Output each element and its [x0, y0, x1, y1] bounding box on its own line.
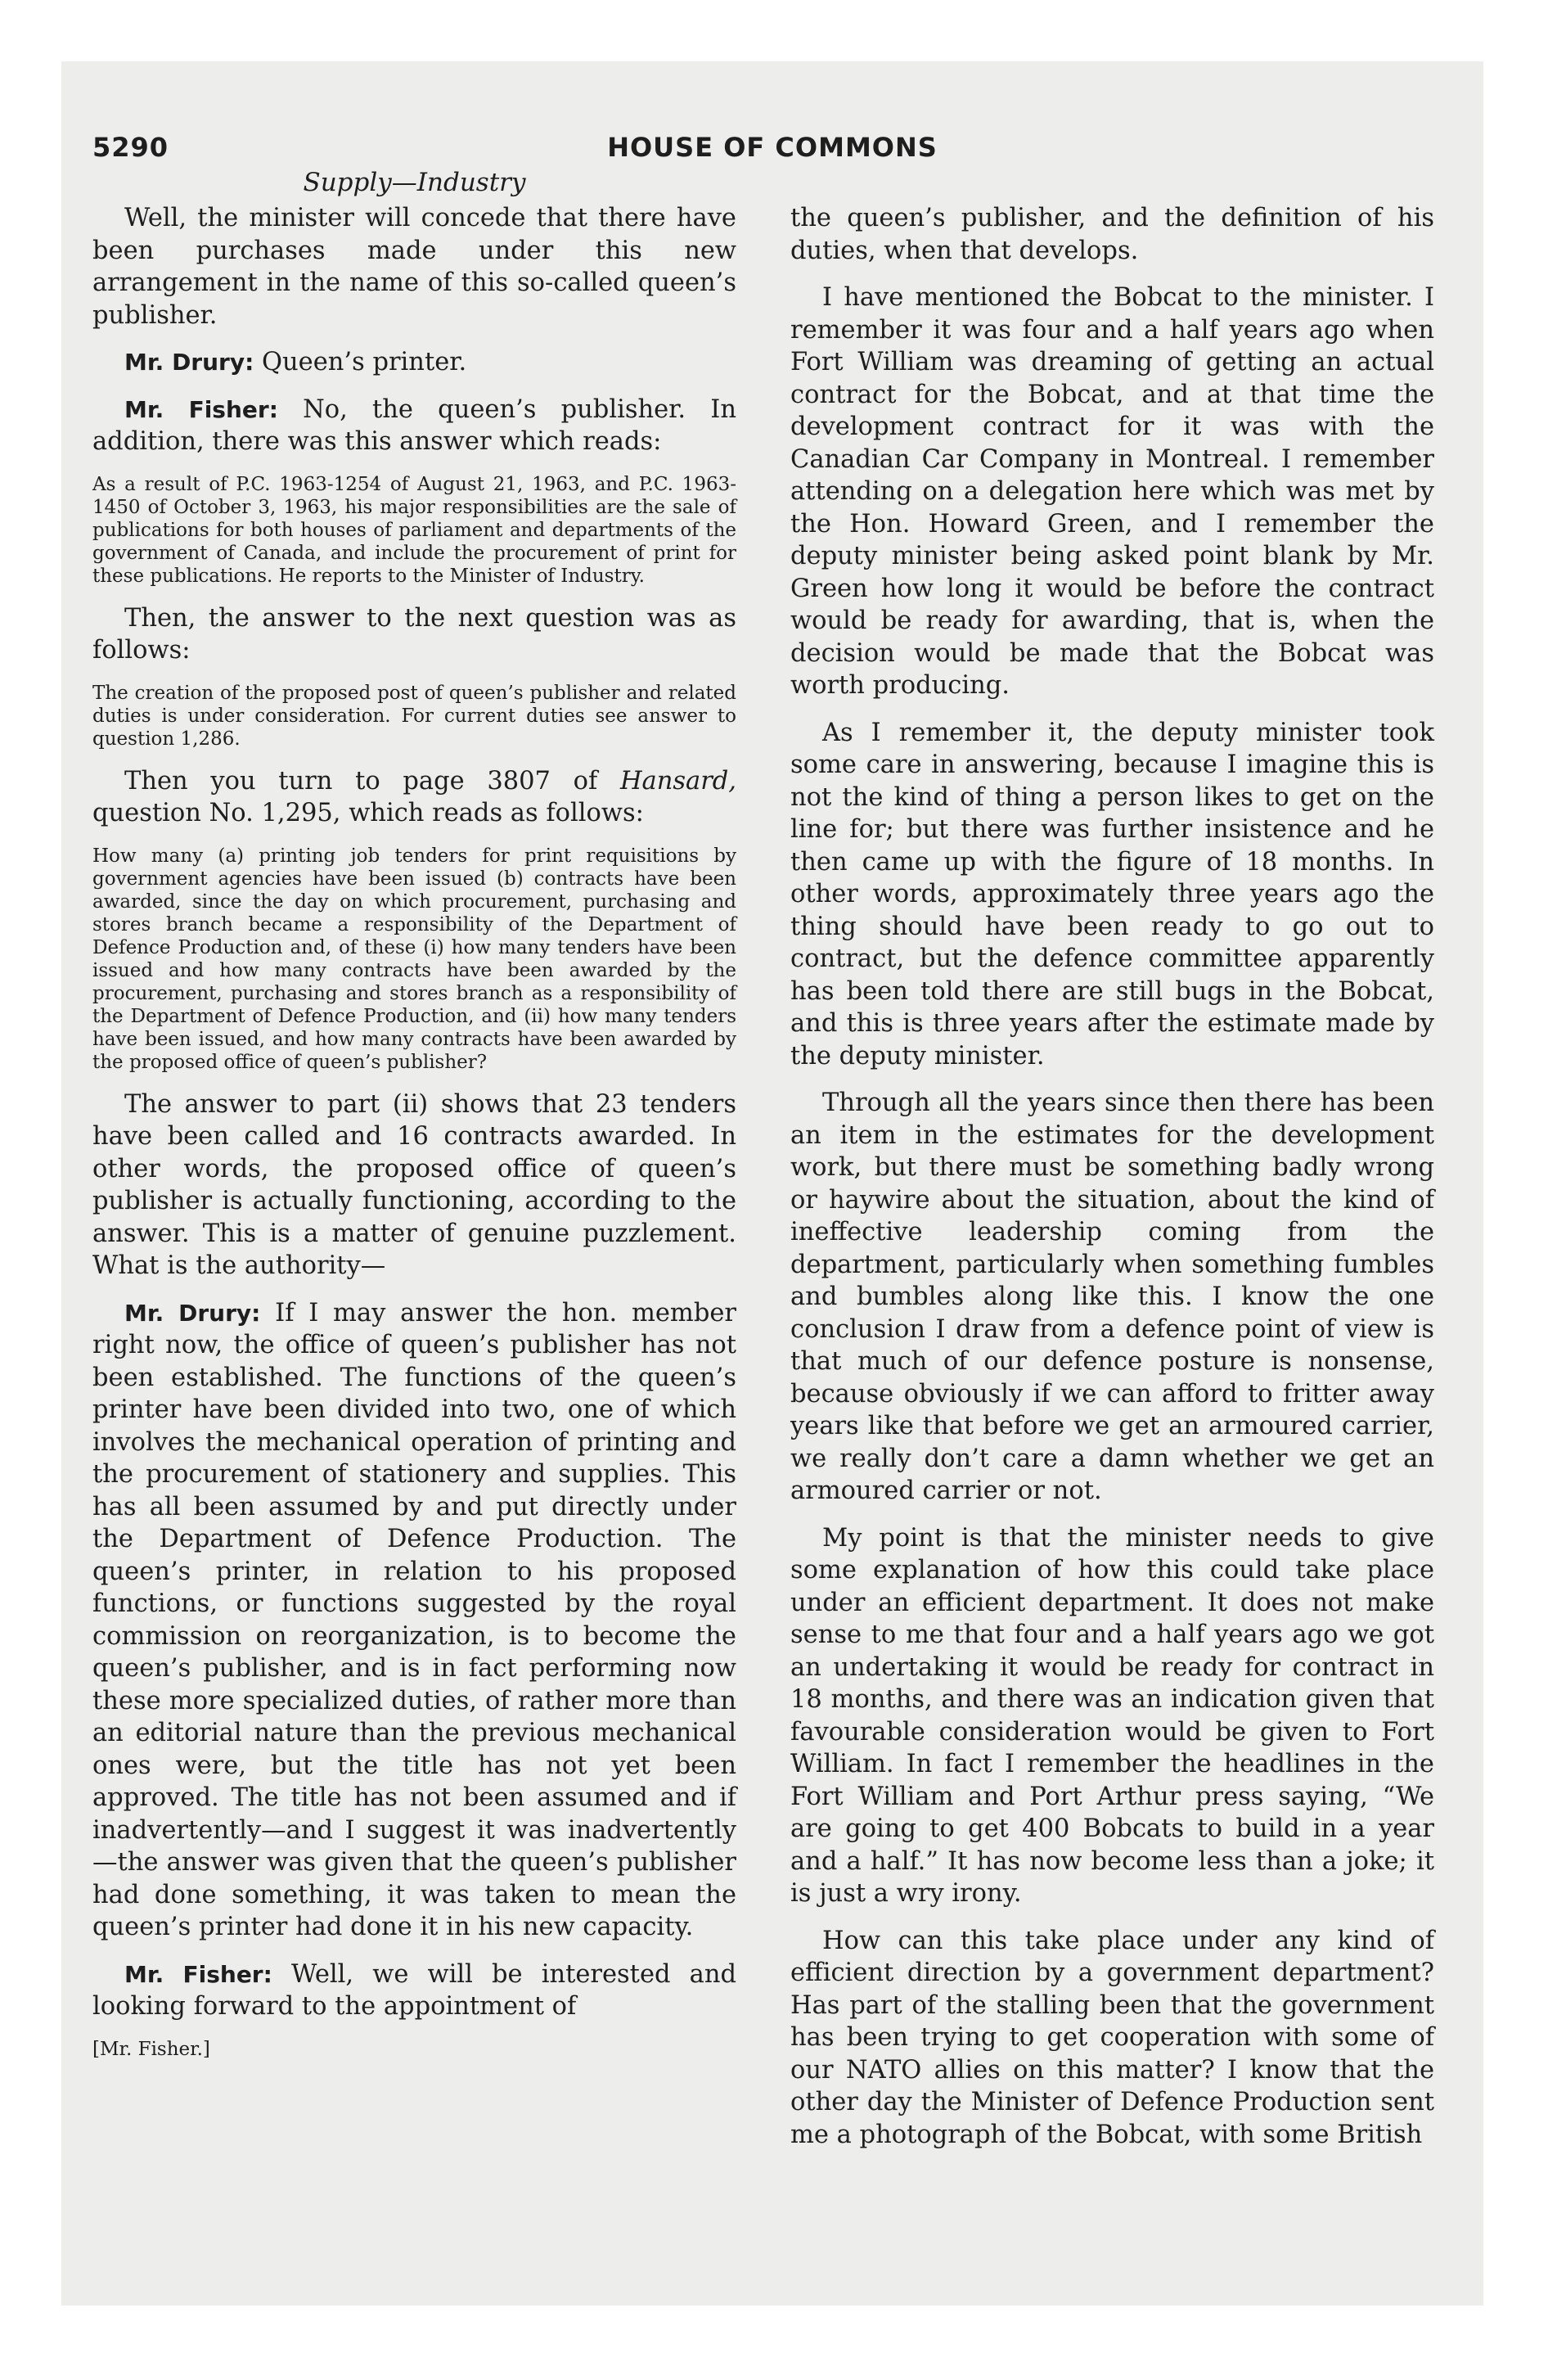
- speech: [92, 394, 736, 458]
- paragraph: My point is that the minister needs to give some explanation of how this could take place under an efficient department. It does not make sense to me that four and a half years ago we got an undertaking it would be ready for contract in 18 months, and there was an indication given that favourable consideration would be given to Fort William. In fact I remember the headlines in the Fort William and Port Arthur press saying, “We are going to get 400 Bobcats to build in a year and a half.” It has now become less than a joke; it is just a wry irony.: [790, 1523, 1434, 1908]
- paragraph: Through all the years since then there has been an item in the estimates for the development work, but there must be something badly wrong or haywire about the situation, about the kind of ineffective leadership coming from the department, particularly when something fumbles and bumbles along like this. I know the one conclusion I draw from a defence point of view is that much of our defence posture is nonsense, because obviously if we can afford to fritter away years like that before we get an armoured carrier, we really don’t care a damn whether we get an armoured carrier or not.: [790, 1089, 1434, 1505]
- block-quote: The creation of the proposed post of queen’s publisher and related duties is under consideration. For current duties see answer to question 1,286.: [92, 682, 736, 750]
- speech: [92, 346, 736, 379]
- speech-text: Queen’s printer.: [262, 348, 467, 376]
- speaker-name: Mr. Fisher:: [124, 395, 278, 423]
- block-quote: How many (a) printing job tenders for print requisitions by government agencies have been issued (b) contracts have been awarded, since the day on which procurement, purchasing and stores branch became a responsibility of the Department of Defence Production and, of these (i) how many tenders have been issued and how many contracts have been awarded by the procurement, purchasing and stores branch as a responsibility of the Department of Defence Production, and (ii) how many tenders have been issued, and how many contracts have been awarded by the proposed office of queen’s publisher?: [92, 845, 736, 1073]
- right-column: [790, 202, 1434, 2166]
- paragraph: The answer to part (ii) shows that 23 tenders have been called and 16 contracts awarded. In other words, the proposed office of queen’s publisher is actually functioning, according to the answer. This is a matter of genuine puzzlement. What is the authority—: [92, 1089, 736, 1280]
- paragraph: Then, the answer to the next question was as follows:: [92, 603, 736, 665]
- paragraph: Well, the minister will concede that there have been purchases made under this new arrangement in the name of this so-called queen’s publisher.: [92, 204, 736, 330]
- speaker-name: Mr. Drury:: [124, 1299, 261, 1327]
- speech-text: Well, we will be interested and looking forward to the appointment of: [92, 1959, 736, 2021]
- section-head: Supply—Industry: [303, 168, 526, 197]
- speaker-name: Mr. Fisher:: [124, 1960, 272, 1988]
- paragraph: [92, 765, 736, 830]
- text-run: Then you turn to page 3807 of: [124, 766, 620, 796]
- speech-text: No, the queen’s publisher. In addition, there was this answer which reads:: [92, 394, 736, 456]
- page-number: 5290: [92, 132, 169, 163]
- speaker-name: Mr. Drury:: [124, 349, 254, 376]
- paragraph: I have mentioned the Bobcat to the minister. I remember it was four and a half years ago when Fort William was dreaming of getting an actual contract for the Bobcat, and at that time the development contract for it was with the Canadian Car Company in Montreal. I remember attending on a delegation here which was met by the Hon. Howard Green, and I remember the deputy minister being asked point blank by Mr. Green how long it would be before the contract would be ready for awarding, that is, when the decision would be made that the Bobcat was worth producing.: [790, 283, 1434, 700]
- block-quote: As a result of P.C. 1963-1254 of August 21, 1963, and P.C. 1963-1450 of October 3, 1963, his major responsibilities are the sale of publications for both houses of parliament and departments of the government of Canada, and include the procurement of print for these publications. He reports to the Minister of Industry.: [92, 473, 736, 587]
- text-run: question No. 1,295, which reads as follows:: [92, 799, 644, 827]
- left-column: [92, 202, 736, 2061]
- speech: [92, 1959, 736, 2023]
- speaker-footer-tag: [Mr. Fisher.]: [92, 2038, 210, 2060]
- running-head: HOUSE OF COMMONS: [607, 132, 938, 163]
- speech: [92, 1297, 736, 1944]
- paragraph: As I remember it, the deputy minister took some care in answering, because I imagine this is not the kind of thing a person likes to get on the line for; but there was further insistence and he then came up with the figure of 18 months. In other words, approximately three years ago the thing should have been ready to go out to contract, but the defence committee apparently has been told there are still bugs in the Bobcat, and this is three years after the estimate made by the deputy minister.: [790, 718, 1434, 1071]
- speech-text: If I may answer the hon. member right now, the office of queen’s publisher has not been established. The functions of the queen’s printer have been divided into two, one of which involves the mechanical operation of printing and the procurement of stationery and supplies. This has all been assumed by and put directly under the Department of Defence Production. The queen’s printer, in relation to his proposed functions, or functions suggested by the royal commission on reorganization, is to become the queen’s publisher, and is in fact performing now these more specialized duties, of rather more than an editorial nature than the previous mechanical ones were, but the title has not yet been approved. The title has not been assumed and if inadvertently—and I suggest it was inadvertently—the answer was given that the queen’s publisher had done something, it was taken to mean the queen’s printer had done it in his new capacity.: [92, 1298, 736, 1941]
- paragraph: the queen’s publisher, and the definition of his duties, when that develops.: [790, 204, 1434, 265]
- paragraph: How can this take place under any kind of efficient direction by a government department? Has part of the stalling been that the government has been trying to get cooperation with some of our NATO allies on this matter? I know that the other day the Minister of Defence Production sent me a photograph of the Bobcat, with some British: [790, 1926, 1434, 2149]
- hansard-citation: Hansard,: [619, 766, 736, 796]
- page-sheet: [61, 61, 1483, 2306]
